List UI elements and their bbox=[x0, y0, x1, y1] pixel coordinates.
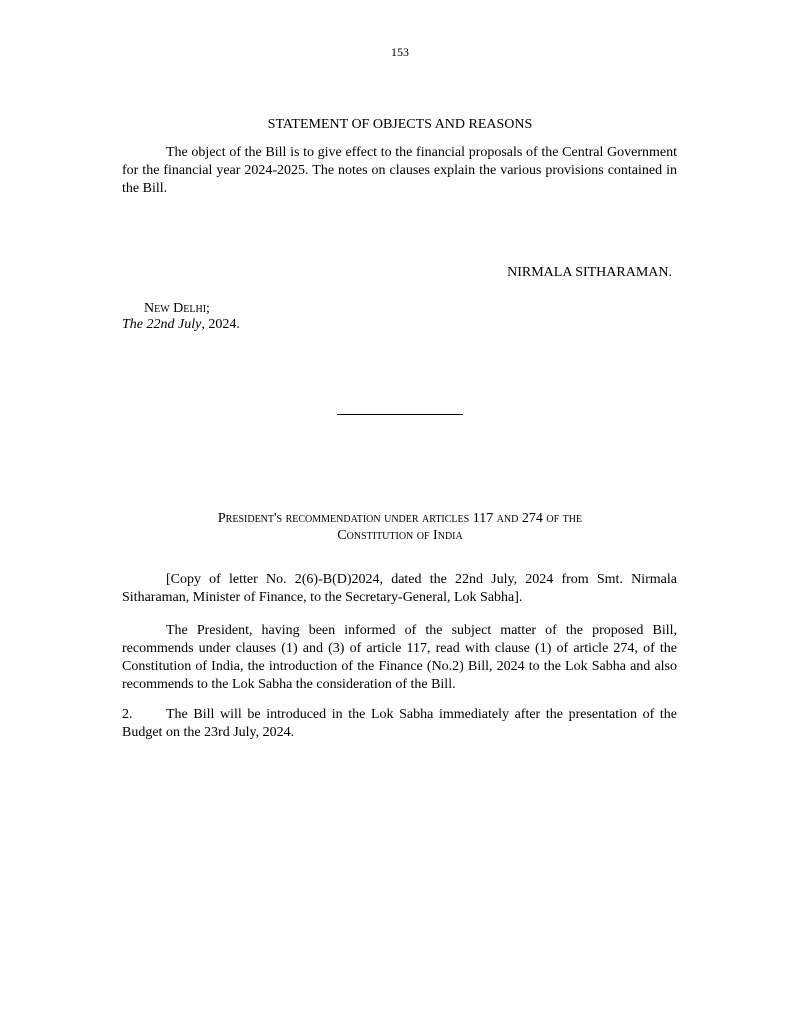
date-italic: The 22nd July bbox=[122, 317, 202, 332]
section-divider bbox=[337, 414, 463, 415]
introduction-paragraph bbox=[122, 706, 677, 742]
statement-paragraph: The object of the Bill is to give effect to the financial proposals of the Central Government for the financial year 2024-2025. The notes on clauses explain the various provisions contained in the Bill. bbox=[122, 145, 677, 196]
letter-reference-paragraph: [Copy of letter No. 2(6)-B(D)2024, dated the 22nd July, 2024 from Smt. Nirmala Sitharaman, Minister of Finance, to the Secretary-General, Lok Sabha]. bbox=[122, 572, 677, 605]
recommendation-heading-line2: Constitution of India bbox=[337, 528, 463, 543]
statement-heading: STATEMENT OF OBJECTS AND REASONS bbox=[267, 117, 533, 132]
recommendation-paragraph: The President, having been informed of the subject matter of the proposed Bill, recommends under clauses (1) and (3) of article 117, read with clause (1) of article 274, of the Constitution of India, the introduction of the Finance (No.2) Bill, 2024 to the Lok Sabha and also recommends to the Lok Sabha the consideration of the Bill. bbox=[122, 623, 677, 692]
recommendation-heading bbox=[0, 510, 800, 544]
recommendation-heading-line1: President's recommendation under articles 117 and 274 of the bbox=[217, 511, 583, 526]
date-line bbox=[122, 316, 240, 334]
page-number: 153 bbox=[391, 45, 409, 59]
place-line: New Delhi; bbox=[144, 301, 210, 316]
paragraph-number: 2. bbox=[122, 707, 133, 722]
introduction-text: The Bill will be introduced in the Lok Sabha immediately after the presentation of the Budget on the 23rd July, 2024. bbox=[122, 707, 677, 740]
date-year: , 2024. bbox=[201, 317, 240, 332]
signatory-name: NIRMALA SITHARAMAN. bbox=[507, 265, 672, 280]
